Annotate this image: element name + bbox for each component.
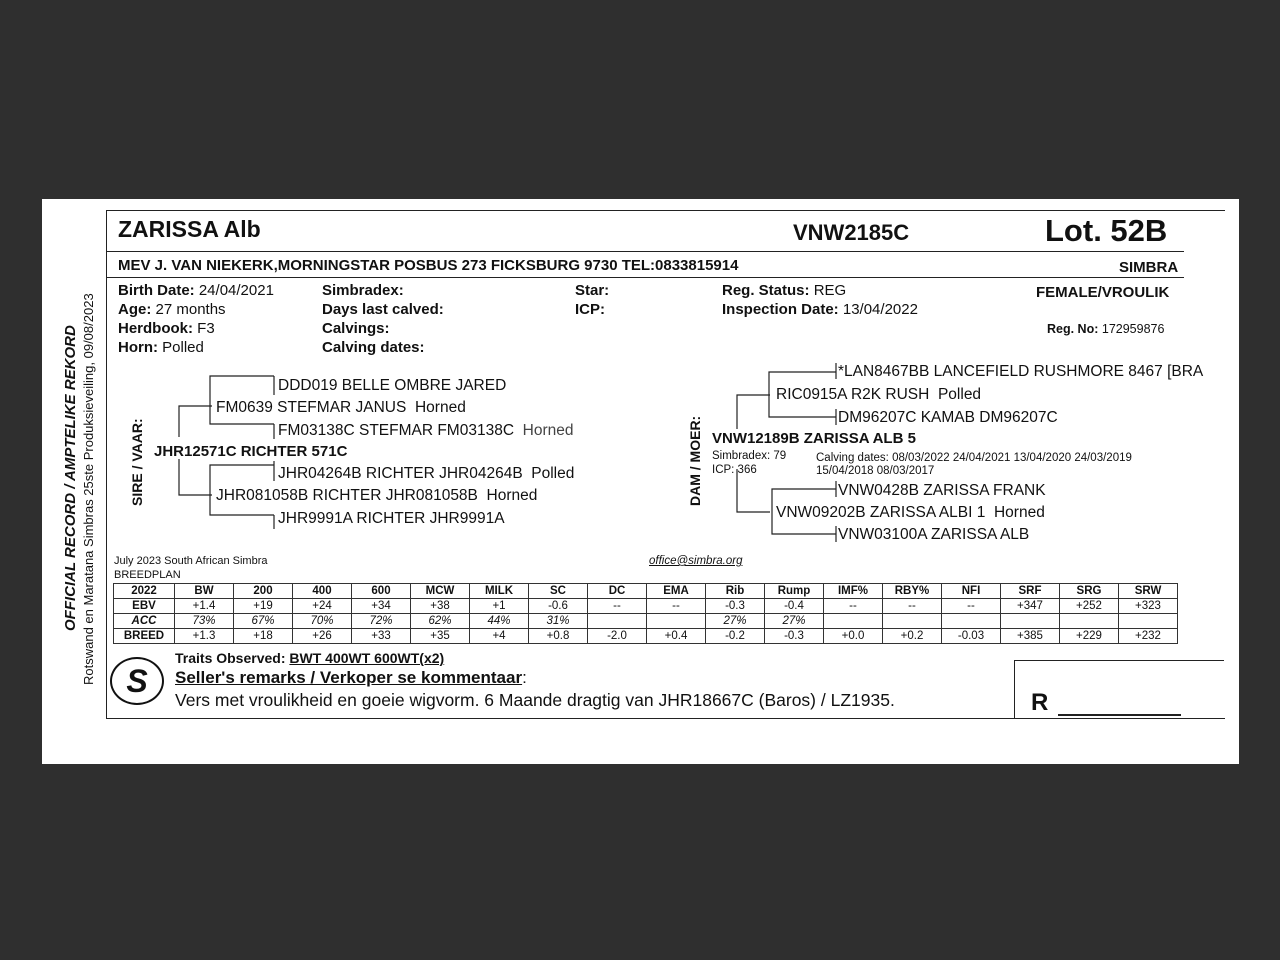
acc-cell: 62% <box>411 614 470 629</box>
col-header: MCW <box>411 584 470 599</box>
ebv-cell: +323 <box>1119 599 1178 614</box>
ebv-row <box>114 599 1178 614</box>
lot-card <box>42 199 1239 764</box>
dam-dam-dam: VNW03100A ZARISSA ALB <box>838 526 1030 543</box>
acc-cell: 27% <box>765 614 824 629</box>
ebv-cell: -0.4 <box>765 599 824 614</box>
auction-text: Rotswand en Maratana Simbras 25ste Produksieveiling, 09/08/2023 <box>81 293 96 685</box>
ebv-cell: +24 <box>293 599 352 614</box>
birth-label: Birth Date: <box>118 282 195 299</box>
breedplan-email[interactable]: office@simbra.org <box>649 555 743 567</box>
row-label: EBV <box>114 599 175 614</box>
age-label: Age: <box>118 301 152 318</box>
sire-dam-horn: Horned <box>486 487 538 504</box>
col-header: BW <box>175 584 234 599</box>
col-header: Rump <box>765 584 824 599</box>
dam-label: DAM / MOER: <box>687 415 703 506</box>
breed-cell: +232 <box>1119 629 1178 644</box>
acc-cell <box>824 614 883 629</box>
reg-status-value: REG <box>813 282 847 299</box>
calvings-label: Calvings: <box>322 320 390 337</box>
dam-sire-horn: Polled <box>937 386 982 403</box>
ebv-cell: +1.4 <box>175 599 234 614</box>
ebv-cell: -- <box>883 599 942 614</box>
breed-cell: -0.2 <box>706 629 765 644</box>
inspection-label: Inspection Date: <box>722 301 839 318</box>
breed-cell: +0.2 <box>883 629 942 644</box>
breed-cell: +33 <box>352 629 411 644</box>
ebv-cell: +1 <box>470 599 529 614</box>
acc-cell <box>1119 614 1178 629</box>
col-header: RBY% <box>883 584 942 599</box>
animal-id: VNW2185C <box>793 220 910 245</box>
col-header: 600 <box>352 584 411 599</box>
acc-cell: 73% <box>175 614 234 629</box>
horn-value: Polled <box>162 339 204 356</box>
col-header: NFI <box>942 584 1001 599</box>
row-label: BREED <box>114 629 175 644</box>
price-label: R <box>1031 689 1049 716</box>
acc-cell <box>1001 614 1060 629</box>
ebv-cell: +38 <box>411 599 470 614</box>
breedplan-line1: July 2023 South African Simbra <box>114 555 268 567</box>
price-field[interactable] <box>1058 714 1181 716</box>
dam-sire-sire: *LAN8467BB LANCEFIELD RUSHMORE 8467 [BRA <box>838 363 1204 380</box>
col-header: MILK <box>470 584 529 599</box>
breeder-line: MEV J. VAN NIEKERK,MORNINGSTAR POSBUS 273 FICKSBURG 9730 TEL:0833815914 <box>118 257 739 274</box>
sire-sire-dam-name: FM03138C STEFMAR FM03138C <box>278 422 515 439</box>
lot-number: Lot. 52B <box>1045 213 1168 248</box>
herdbook-label: Herdbook: <box>118 320 193 337</box>
breed-cell: +26 <box>293 629 352 644</box>
breed-cell: +0.4 <box>647 629 706 644</box>
col-header: DC <box>588 584 647 599</box>
ebv-table <box>113 583 1178 644</box>
dam-sire <box>776 386 981 404</box>
birth-value: 24/04/2021 <box>198 282 274 299</box>
dam-sire-dam: DM96207C KAMAB DM96207C <box>838 409 1058 426</box>
icp-label: ICP: <box>575 301 605 318</box>
reg-no-value: 172959876 <box>1101 322 1165 336</box>
col-header: SRF <box>1001 584 1060 599</box>
ebv-cell: +34 <box>352 599 411 614</box>
reg-no-label: Reg. No: <box>1047 322 1099 336</box>
traits-label: Traits Observed: <box>175 650 286 666</box>
breed-cell: +35 <box>411 629 470 644</box>
star-label: Star: <box>575 282 610 299</box>
calving-dates-label: Calving dates: <box>322 339 425 356</box>
sire-sire-horn: Horned <box>414 399 466 416</box>
dam-dam-sire: VNW0428B ZARISSA FRANK <box>838 482 1046 499</box>
age-value: 27 months <box>155 301 226 318</box>
dam-sire-name: RIC0915A R2K RUSH <box>776 386 930 403</box>
ebv-header-row <box>114 584 1178 599</box>
simbra-logo-icon: S <box>110 657 164 705</box>
breed-row <box>114 629 1178 644</box>
col-header: EMA <box>647 584 706 599</box>
col-header: 200 <box>234 584 293 599</box>
col-header: IMF% <box>824 584 883 599</box>
dam-name: VNW12189B ZARISSA ALB 5 <box>712 430 916 447</box>
horn-label: Horn: <box>118 339 158 356</box>
ebv-cell: -- <box>942 599 1001 614</box>
acc-cell <box>588 614 647 629</box>
col-header: SC <box>529 584 588 599</box>
acc-cell: 31% <box>529 614 588 629</box>
acc-cell: 27% <box>706 614 765 629</box>
col-header: Rib <box>706 584 765 599</box>
breed-cell: +1.3 <box>175 629 234 644</box>
col-header: SRW <box>1119 584 1178 599</box>
col-header: SRG <box>1060 584 1119 599</box>
sire-name: JHR12571C RICHTER 571C <box>154 443 348 460</box>
row-label: ACC <box>114 614 175 629</box>
sex-label: FEMALE/VROULIK <box>1036 284 1170 301</box>
breed-cell: +0.8 <box>529 629 588 644</box>
ebv-cell: +252 <box>1060 599 1119 614</box>
reg-status-label: Reg. Status: <box>722 282 810 299</box>
inspection-value: 13/04/2022 <box>842 301 918 318</box>
col-header: 400 <box>293 584 352 599</box>
acc-row <box>114 614 1178 629</box>
sire-dam-name: JHR081058B RICHTER JHR081058B <box>216 487 478 504</box>
acc-cell <box>647 614 706 629</box>
acc-cell: 70% <box>293 614 352 629</box>
ebv-cell: +19 <box>234 599 293 614</box>
breed-cell: -0.3 <box>765 629 824 644</box>
breed-cell: -2.0 <box>588 629 647 644</box>
dam-calving-dates-2: 15/04/2018 08/03/2017 <box>816 465 935 477</box>
remarks-label: Seller's remarks / Verkoper se kommentaar <box>175 668 523 687</box>
dam-dam <box>776 504 1045 522</box>
remarks-heading <box>175 668 527 688</box>
ebv-year: 2022 <box>114 584 175 599</box>
traits-value: BWT 400WT 600WT(x2) <box>289 650 445 666</box>
ebv-cell: -- <box>647 599 706 614</box>
remarks-colon: : <box>522 668 527 687</box>
acc-cell: 67% <box>234 614 293 629</box>
animal-name: ZARISSA Alb <box>118 216 261 242</box>
sire-dam-sire-horn: Polled <box>531 465 575 482</box>
ebv-cell: +347 <box>1001 599 1060 614</box>
traits-observed <box>175 650 444 666</box>
ebv-cell: -0.6 <box>529 599 588 614</box>
sire-sire-dam-horn: Horned <box>522 422 574 439</box>
breed-cell: +4 <box>470 629 529 644</box>
sire-dam-dam: JHR9991A RICHTER JHR9991A <box>278 510 505 527</box>
acc-cell <box>1060 614 1119 629</box>
breed-cell: +385 <box>1001 629 1060 644</box>
breed-label: SIMBRA <box>1119 259 1179 276</box>
ebv-cell: -0.3 <box>706 599 765 614</box>
remarks-text: Vers met vroulikheid en goeie wigvorm. 6 Maande dragtig van JHR18667C (Baros) / LZ1935. <box>175 690 895 710</box>
ebv-cell: -- <box>588 599 647 614</box>
acc-cell: 72% <box>352 614 411 629</box>
breed-cell: +229 <box>1060 629 1119 644</box>
simbradex-label: Simbradex: <box>322 282 404 299</box>
dam-dam-name: VNW09202B ZARISSA ALBI 1 <box>776 504 986 521</box>
herdbook-value: F3 <box>197 320 215 337</box>
sire-sire-sire: DDD019 BELLE OMBRE JARED <box>278 377 507 394</box>
sire-dam-sire-name: JHR04264B RICHTER JHR04264B <box>278 465 523 482</box>
sire-label: SIRE / VAAR: <box>129 418 145 506</box>
acc-cell <box>942 614 1001 629</box>
acc-cell <box>883 614 942 629</box>
dam-icp: ICP: 366 <box>712 464 757 476</box>
breed-cell: +0.0 <box>824 629 883 644</box>
dam-simbradex: Simbradex: 79 <box>712 450 787 462</box>
dam-calving-dates-1: Calving dates: 08/03/2022 24/04/2021 13/04/2020 24/03/2019 <box>816 452 1132 464</box>
breedplan-line2: BREEDPLAN <box>114 569 181 581</box>
breed-cell: +18 <box>234 629 293 644</box>
sire-sire-name: FM0639 STEFMAR JANUS <box>216 399 407 416</box>
breed-cell: -0.03 <box>942 629 1001 644</box>
ebv-cell: -- <box>824 599 883 614</box>
acc-cell: 44% <box>470 614 529 629</box>
official-record-text: OFFICIAL RECORD / AMPTELIKE REKORD <box>62 325 79 631</box>
days-calved-label: Days last calved: <box>322 301 444 318</box>
dam-dam-horn: Horned <box>993 504 1045 521</box>
